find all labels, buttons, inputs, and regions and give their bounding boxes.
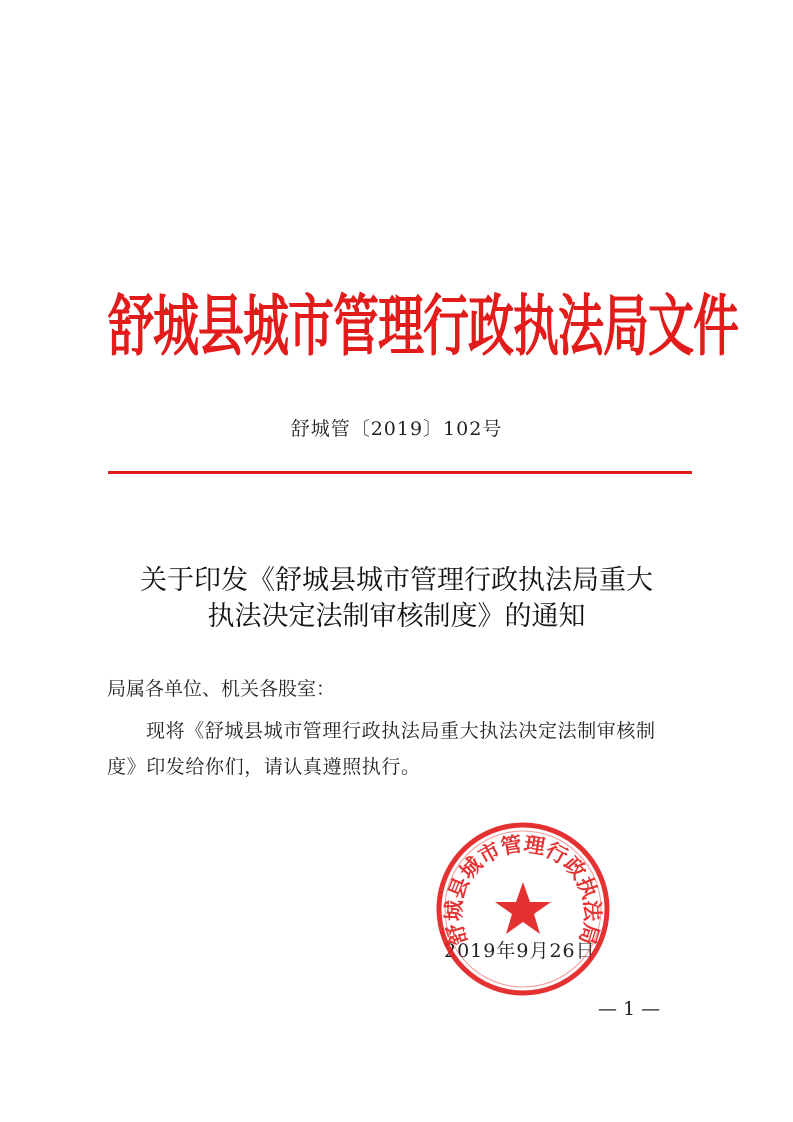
issuing-org-header: 舒城县城市管理行政执法局文件 [108,286,738,366]
seal-star-icon [495,882,551,934]
document-title-line-1: 关于印发《舒城县城市管理行政执法局重大 [140,565,653,596]
official-seal-icon [434,820,612,998]
salutation: 局属各单位、机关各股室： [107,678,336,700]
page-number: — 1 — [598,998,661,1020]
issue-date: 2019年9月26日 [444,940,596,962]
body-paragraph-line-1: 现将《舒城县城市管理行政执法局重大执法决定法制审核制 [146,720,656,742]
body-paragraph-line-2: 度》印发给你们，请认真遵照执行。 [107,756,421,778]
document-title-line-2: 执法决定法制审核制度》的通知 [207,601,586,632]
seal-text: 舒城县城市管理行政执法局 [440,831,606,948]
red-separator-line [108,471,692,474]
document-number: 舒城管〔2019〕102号 [290,418,503,440]
